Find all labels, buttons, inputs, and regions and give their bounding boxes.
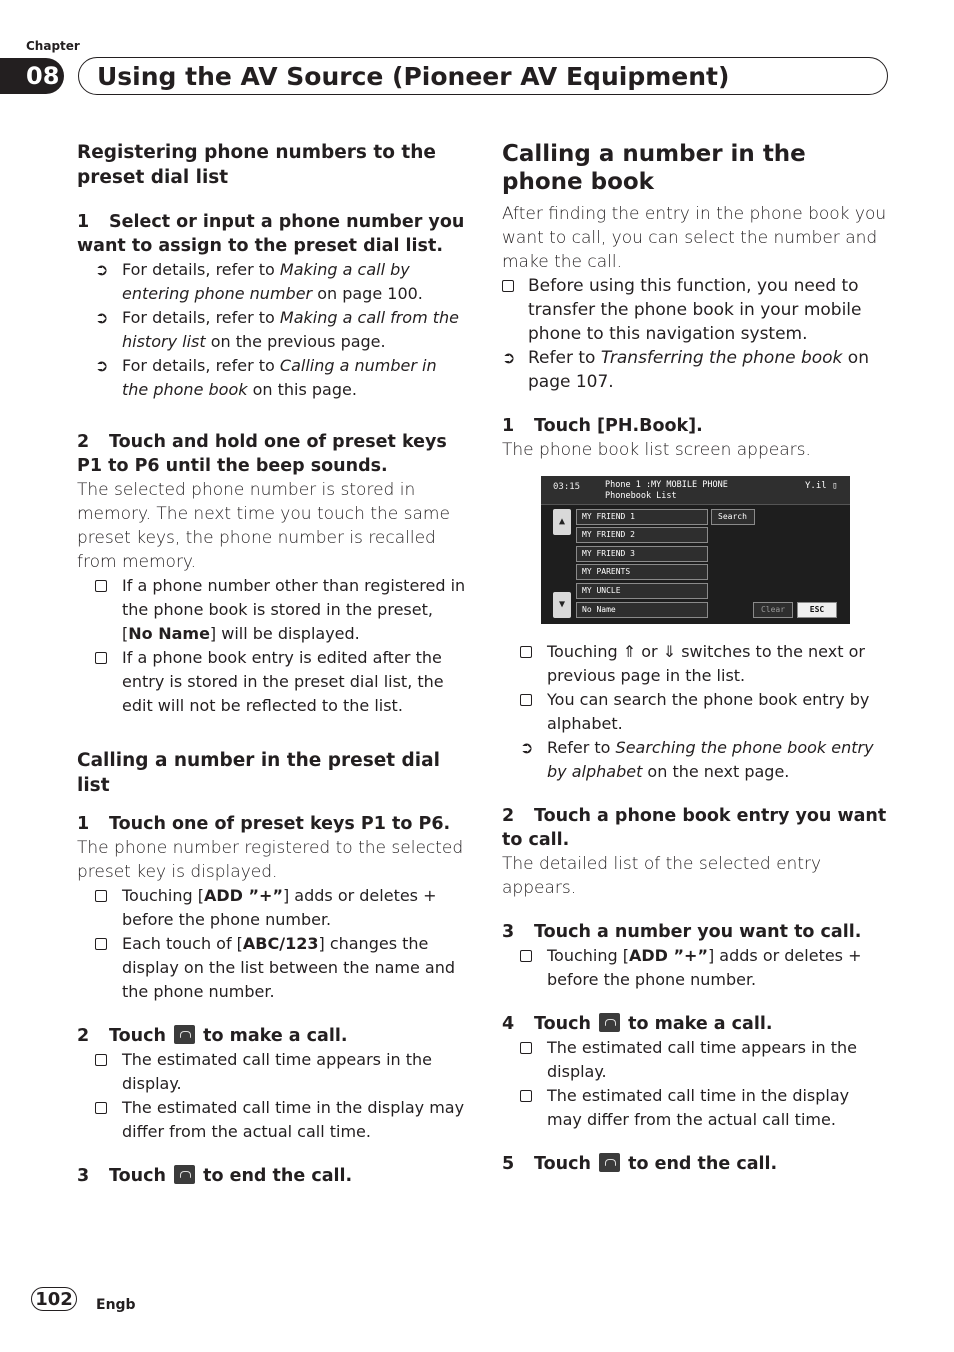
page-title-text: Using the AV Source (Pioneer AV Equipment) [97, 61, 730, 91]
checkbox-square-icon [520, 1042, 532, 1054]
step-body: The detailed list of the selected entry appears. [502, 854, 822, 898]
checkbox-square-icon [95, 938, 107, 950]
note-item: Touching [ADD ”+”] adds or deletes + before the phone number. [77, 884, 467, 932]
chapter-number-badge: 08 [0, 58, 64, 94]
reference-item: ➲ For details, refer to Making a call from the history list on the previous page. [95, 308, 460, 351]
right-column [502, 140, 888, 1176]
reference-item: ➲ For details, refer to Making a call by entering phone number on page 100. [95, 260, 423, 303]
arrow-icon: ➲ [95, 356, 109, 375]
reference-item: ➲ Refer to Searching the phone book entry by alphabet on the next page. [520, 738, 874, 781]
checkbox-square-icon [95, 652, 107, 664]
section-heading-phone-book: Calling a number in the phone book [502, 141, 806, 195]
screen-header [541, 476, 850, 505]
note-item: If a phone book entry is edited after the entry is stored in the preset dial list, the edit will not be reflected to the list. [77, 646, 467, 718]
arrow-icon: ➲ [95, 260, 109, 279]
phonebook-entry[interactable]: No Name [576, 602, 708, 618]
page-down-button[interactable]: ▼ [553, 592, 571, 618]
phone-call-icon [599, 1013, 620, 1032]
note-item: The estimated call time in the display may differ from the actual call time. [502, 1084, 888, 1132]
note-item: The estimated call time in the display may differ from the actual call time. [77, 1096, 467, 1144]
language-code: Engb [96, 1297, 136, 1313]
checkbox-square-icon [520, 646, 532, 658]
phonebook-screen-image [541, 476, 850, 624]
chapter-label: Chapter [26, 39, 80, 53]
checkbox-square-icon [520, 694, 532, 706]
double-up-arrow-icon: ⇑ [622, 642, 637, 661]
checkbox-square-icon [95, 890, 107, 902]
checkbox-square-icon [520, 950, 532, 962]
page-up-button[interactable]: ▲ [553, 509, 571, 535]
step-body: The phone number registered to the selected preset key is displayed. [77, 838, 464, 882]
page-title [78, 57, 888, 95]
step-body: The selected phone number is stored in memory. The next time you touch the same preset keys, the phone number is recalled from memory. [77, 480, 450, 572]
signal-battery-icon: Y.il ▯ [805, 481, 838, 491]
section-heading-register-preset: Registering phone numbers to the preset dial list [77, 142, 436, 188]
note-item: If a phone number other than registered in the phone book is stored in the preset, [No Name] will be displayed. [77, 574, 467, 646]
arrow-icon: ➲ [502, 348, 516, 367]
note-item: Touching [ADD ”+”] adds or deletes + before the phone number. [502, 944, 888, 992]
phone-hangup-icon [174, 1165, 195, 1184]
step-1-touch-phbook: 1 Touch [PH.Book]. [502, 416, 703, 436]
screen-clock: 03:15 [553, 482, 581, 492]
note-item: The estimated call time appears in the display. [77, 1048, 467, 1096]
intro-paragraph: After finding the entry in the phone book you want to call, you can select the number and make the call. [502, 204, 887, 272]
phone-hangup-icon [599, 1153, 620, 1172]
checkbox-square-icon [95, 1102, 107, 1114]
phonebook-entry[interactable]: MY FRIEND 3 [576, 546, 708, 562]
section-heading-preset-dial: Calling a number in the preset dial list [77, 750, 440, 796]
page-number: 102 [31, 1287, 77, 1311]
note-item: The estimated call time appears in the display. [502, 1036, 888, 1084]
step-2-touch-entry: 2 Touch a phone book entry you want to call. [502, 806, 887, 850]
double-down-arrow-icon: ⇓ [662, 642, 677, 661]
phonebook-entry[interactable]: MY PARENTS [576, 564, 708, 580]
note-item: Each touch of [ABC/123] changes the display on the list between the name and the phone number. [77, 932, 467, 1004]
step-1-touch-preset: 1 Touch one of preset keys P1 to P6. [77, 814, 451, 834]
note-item: You can search the phone book entry by alphabet. [502, 688, 888, 736]
reference-item: ➲ Refer to Transferring the phone book on page 107. [502, 348, 869, 392]
esc-button[interactable]: ESC [797, 602, 837, 618]
phonebook-entry[interactable]: MY UNCLE [576, 583, 708, 599]
checkbox-square-icon [520, 1090, 532, 1102]
phonebook-entry[interactable]: MY FRIEND 2 [576, 527, 708, 543]
phone-call-icon [174, 1025, 195, 1044]
note-item: Touching ⇑ or ⇓ switches to the next or previous page in the list. [502, 640, 888, 688]
arrow-icon: ➲ [95, 308, 109, 327]
step-3-end-call: 3 Touch to end the call. [77, 1166, 353, 1186]
checkbox-square-icon [502, 280, 514, 292]
step-3-touch-number: 3 Touch a number you want to call. [502, 922, 862, 942]
arrow-icon: ➲ [520, 738, 534, 757]
step-4-make-call: 4 Touch to make a call. [502, 1014, 773, 1034]
step-2-touch-hold-preset: 2 Touch and hold one of preset keys P1 to P6 until the beep sounds. [77, 432, 447, 476]
screen-header-text: Phone 1 :MY MOBILE PHONE Phonebook List [605, 480, 728, 501]
checkbox-square-icon [95, 580, 107, 592]
reference-item: ➲ For details, refer to Calling a number in the phone book on this page. [95, 356, 437, 399]
step-body: The phone book list screen appears. [502, 440, 811, 460]
left-column [77, 140, 467, 1188]
note-item: Before using this function, you need to transfer the phone book in your mobile phone to this navigation system. [502, 274, 888, 346]
checkbox-square-icon [95, 1054, 107, 1066]
phonebook-entry[interactable]: MY FRIEND 1 [576, 509, 708, 525]
step-5-end-call: 5 Touch to end the call. [502, 1154, 778, 1174]
search-button[interactable]: Search [711, 509, 755, 525]
step-1-select-number: 1 Select or input a phone number you want to assign to the preset dial list. [77, 212, 465, 256]
clear-button[interactable]: Clear [753, 602, 793, 618]
step-2-make-call: 2 Touch to make a call. [77, 1026, 348, 1046]
